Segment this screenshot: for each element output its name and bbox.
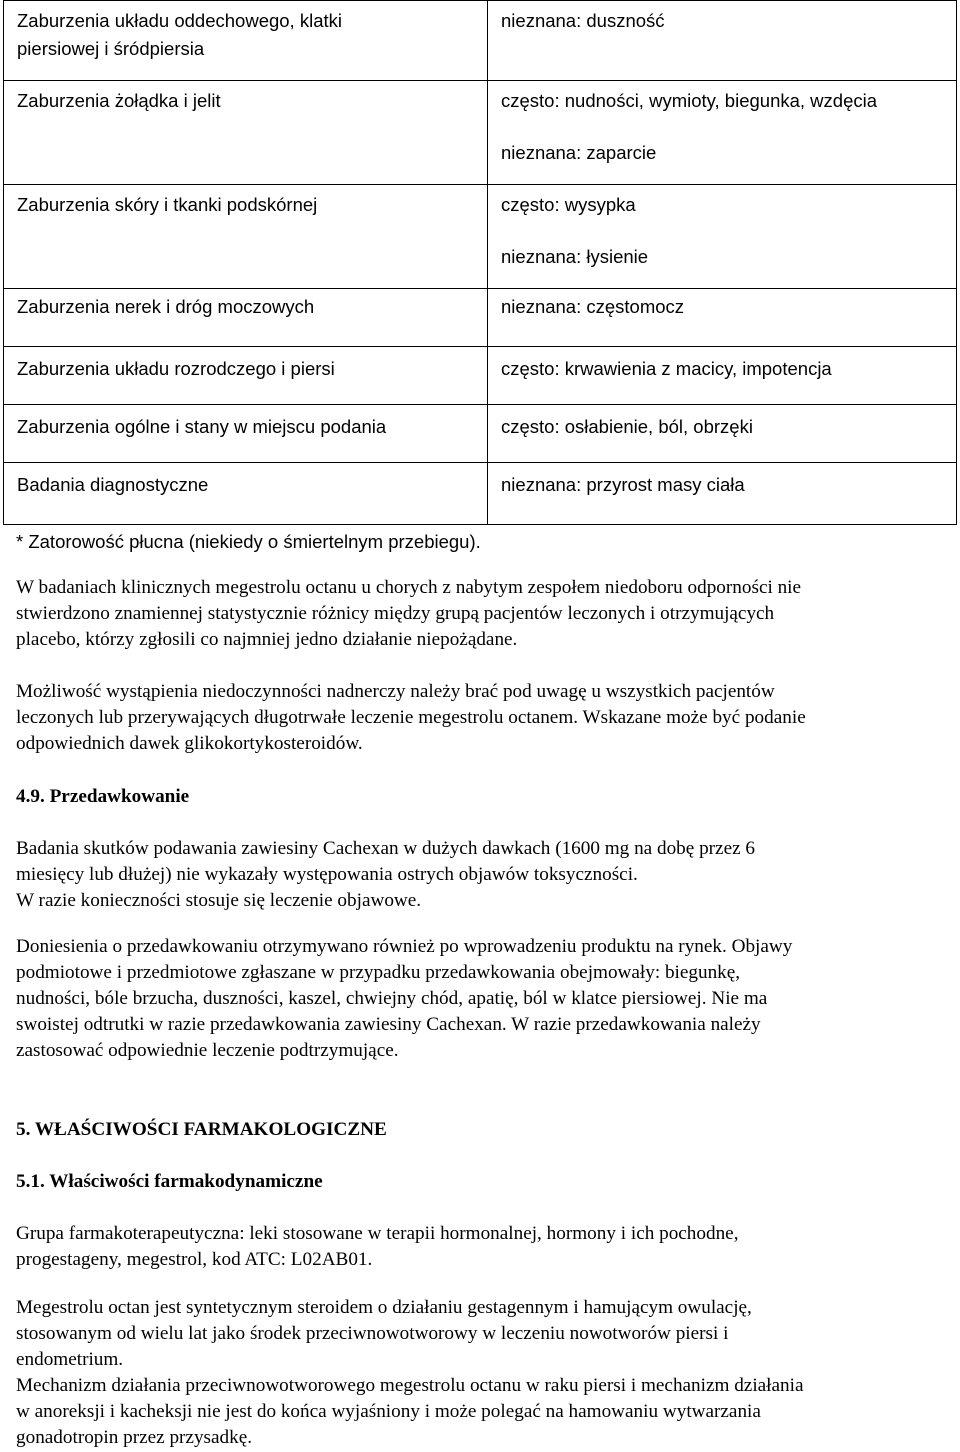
text-line: Mechanizm działania przeciwnowotworowego megestrolu octanu w raku piersi i mechanizm działania	[16, 1375, 804, 1396]
effect-text: często: wysypka	[501, 194, 636, 215]
organ-class-text: piersiowej i śródpiersia	[17, 38, 205, 59]
text-line: w anoreksji i kacheksji nie jest do końca wyjaśniony i może polegać na hamowaniu wytwarzania	[16, 1401, 761, 1422]
text-line: placebo, którzy zgłosili co najmniej jedno działanie niepożądane.	[16, 629, 518, 650]
text-line: odpowiednich dawek glikokortykosteroidów.	[16, 733, 363, 754]
subsection-heading-pharmacodynamics: 5.1. Właściwości farmakodynamiczne	[16, 1171, 323, 1192]
text-line: zastosować odpowiednie leczenie podtrzymujące.	[16, 1040, 399, 1061]
section-heading-overdose: 4.9. Przedawkowanie	[16, 786, 190, 807]
organ-class-cell	[4, 463, 488, 525]
organ-class-cell	[4, 405, 488, 463]
text-line: podmiotowe i przedmiotowe zgłaszane w przypadku przedawkowania obejmowały: biegunkę,	[16, 962, 741, 983]
table-row	[4, 185, 957, 289]
effect-cell	[488, 185, 957, 289]
effect-cell	[488, 1, 957, 81]
effect-cell	[488, 405, 957, 463]
effect-text: nieznana: częstomocz	[501, 296, 685, 317]
text-line: Grupa farmakoterapeutyczna: leki stosowane w terapii hormonalnej, hormony i ich pochodne,	[16, 1223, 739, 1244]
text-line: gonadotropin przez przysadkę.	[16, 1427, 253, 1448]
organ-class-text: Zaburzenia żołądka i jelit	[17, 90, 221, 111]
text-line: Możliwość wystąpienia niedoczynności nadnerczy należy brać pod uwagę u wszystkich pacjentów	[16, 681, 775, 702]
text-line: stwierdzono znamiennej statystycznie różnicy między grupą pacjentów leczonych i otrzymujących	[16, 603, 775, 624]
table-row	[4, 81, 957, 185]
text-line: W razie konieczności stosuje się leczenie objawowe.	[16, 890, 422, 911]
organ-class-cell	[4, 289, 488, 347]
text-line: Megestrolu octan jest syntetycznym steroidem o działaniu gestagennym i hamującym owulację,	[16, 1297, 752, 1318]
effect-text: nieznana: łysienie	[501, 246, 649, 267]
text-line: W badaniach klinicznych megestrolu octanu u chorych z nabytym zespołem niedoboru odporności nie	[16, 577, 802, 598]
text-line: Doniesienia o przedawkowaniu otrzymywano również po wprowadzeniu produktu na rynek. Objawy	[16, 936, 793, 957]
effect-cell	[488, 289, 957, 347]
organ-class-text: Badania diagnostyczne	[17, 474, 209, 495]
adverse-effects-table	[3, 0, 957, 525]
text-line: swoistej odtrutki w razie przedawkowania zawiesiny Cachexan. W razie przedawkowania należy	[16, 1014, 761, 1035]
organ-class-cell	[4, 81, 488, 185]
table-row	[4, 289, 957, 347]
organ-class-text: Zaburzenia układu rozrodczego i piersi	[17, 358, 335, 379]
text-line: nudności, bóle brzucha, duszności, kaszel, chwiejny chód, apatię, ból w klatce piersiowej. Nie ma	[16, 988, 768, 1009]
text-line: leczonych lub przerywających długotrwałe leczenie megestrolu octanem. Wskazane może być podanie	[16, 707, 806, 728]
effect-cell	[488, 81, 957, 185]
organ-class-text: Zaburzenia nerek i dróg moczowych	[17, 296, 315, 317]
effect-text: często: nudności, wymioty, biegunka, wzdęcia	[501, 90, 878, 111]
table-row	[4, 405, 957, 463]
organ-class-cell	[4, 347, 488, 405]
effect-text: nieznana: przyrost masy ciała	[501, 474, 745, 495]
effect-text: często: osłabienie, ból, obrzęki	[501, 416, 753, 437]
effect-text: nieznana: zaparcie	[501, 142, 657, 163]
section-heading-pharmacological-properties: 5. WŁAŚCIWOŚCI FARMAKOLOGICZNE	[16, 1119, 387, 1140]
organ-class-cell	[4, 185, 488, 289]
organ-class-text: Zaburzenia ogólne i stany w miejscu podania	[17, 416, 387, 437]
organ-class-cell	[4, 1, 488, 81]
text-line: endometrium.	[16, 1349, 124, 1370]
table-footnote: * Zatorowość płucna (niekiedy o śmiertelnym przebiegu).	[16, 531, 481, 552]
effect-cell	[488, 463, 957, 525]
text-line: stosowanym od wielu lat jako środek przeciwnowotworowy w leczeniu nowotworów piersi i	[16, 1323, 729, 1344]
text-line: Badania skutków podawania zawiesiny Cachexan w dużych dawkach (1600 mg na dobę przez 6	[16, 838, 755, 859]
text-line: miesięcy lub dłużej) nie wykazały występowania ostrych objawów toksyczności.	[16, 864, 638, 885]
effect-text: nieznana: duszność	[501, 10, 665, 31]
effect-cell	[488, 347, 957, 405]
table-row	[4, 347, 957, 405]
organ-class-text: Zaburzenia skóry i tkanki podskórnej	[17, 194, 318, 215]
organ-class-text: Zaburzenia układu oddechowego, klatki	[17, 10, 342, 31]
text-line: progestageny, megestrol, kod ATC: L02AB01.	[16, 1249, 373, 1270]
table-row	[4, 1, 957, 81]
effect-text: często: krwawienia z macicy, impotencja	[501, 358, 832, 379]
table-row	[4, 463, 957, 525]
